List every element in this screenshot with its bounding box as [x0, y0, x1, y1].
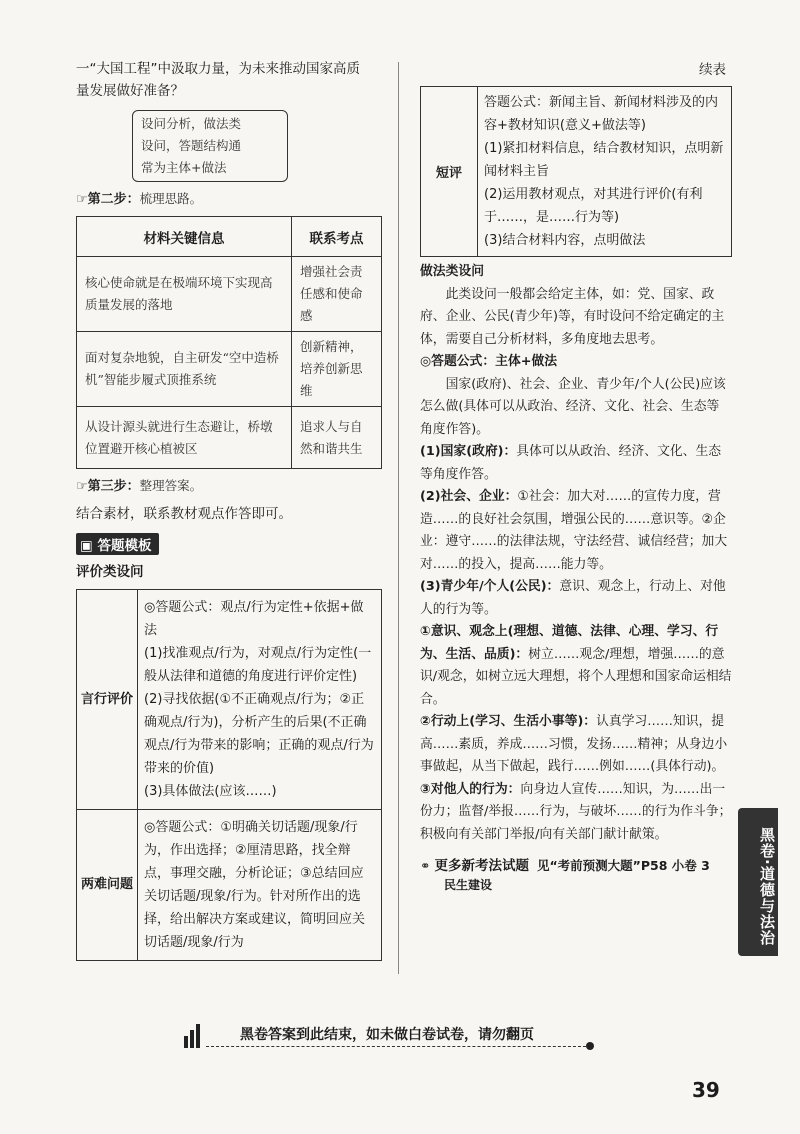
content-line: (1)紧扣材料信息，结合教材知识，点明新闻材料主旨: [484, 141, 724, 179]
note-line: 设问分析，做法类: [141, 116, 242, 131]
link-icon: ⚭: [420, 858, 431, 873]
left-column: [76, 58, 382, 961]
content-line: (2)寻找依据(①不正确观点/行为；②正确观点/行为)，分析产生的后果(不正确观点/行为带来的影响；正确的观点/行为带来的价值): [144, 692, 374, 776]
more-title: 更多新考法试题: [434, 858, 529, 874]
eval-title: 评价类设问: [76, 564, 144, 580]
step-3-body: 结合素材，联系教材观点作答即可。: [76, 506, 292, 522]
sub-3: [420, 779, 732, 847]
intro-line-1: 一“大国工程”中汲取力量，为未来推动国家高质: [76, 61, 360, 77]
sub-1-text: 树立……观念/理想，增强……的意识/观念，如树立远大理想，将个人理想和国家命运相结合。: [420, 646, 732, 707]
row-label: 言行评价: [77, 590, 138, 810]
step-2: [76, 188, 382, 210]
footer-dash: [206, 1046, 586, 1047]
table-cell: 核心使命就是在极端环境下实现高质量发展的落地: [77, 257, 292, 332]
more-questions: [420, 854, 732, 893]
step-3: [76, 475, 382, 497]
sub-3-text: 向身边人宣传……知识，为……出一份力；监督/举报……行为，与破坏……的行为作斗争；积极向有关部门举报/向有关部门献计献策。: [420, 781, 732, 842]
content-line: ◎答题公式：①明确关切话题/现象/行为，作出选择；②厘清思路，找全辩点，事理交融，分析论证；③总结回应关切话题/现象/行为。针对所作出的选择，给出解决方案或建议，简明回应关切话题/现象/行为: [144, 820, 366, 950]
item-1-text: 具体可以从政治、经济、文化、生态等角度作答。: [420, 444, 722, 482]
pointer-icon: ☞: [76, 192, 88, 207]
table-cell: 增强社会责任感和使命感: [292, 257, 382, 332]
intro-line-2: 量发展做好准备？: [76, 83, 184, 99]
row-content: [138, 810, 382, 961]
key-info-table: [76, 216, 382, 469]
practice-intro: 此类设问一般都会给定主体，如：党、国家、政府、企业、公民(青少年)等，有时设问不给定确定的主体，需要自己分析材料，多角度地去思考。: [420, 286, 725, 347]
practice-section: [420, 261, 732, 846]
item-1-label: (1)国家(政府)：: [420, 444, 517, 459]
step-3-text: 整理答案。: [139, 478, 203, 493]
sub-1-label: ①意识、观念上(理想、道德、法律、心理、学习、行为、生活、品质)：: [420, 624, 719, 662]
practice-title: 做法类设问: [420, 264, 484, 279]
pointer-icon: ☞: [76, 479, 88, 494]
template-header: [76, 533, 382, 555]
sub-3-label: ③对他人的行为：: [420, 781, 521, 797]
content-line: (3)具体做法(应该……): [144, 784, 277, 799]
footer-text: 黑卷答案到此结束，如未做白卷试卷，请勿翻页: [240, 1027, 534, 1043]
item-1: [420, 441, 732, 486]
table-header: 联系考点: [292, 217, 382, 257]
note-line: 设问，答题结构通: [141, 138, 242, 153]
right-column: [420, 58, 732, 893]
content-line: (2)运用教材观点，对其进行评价(有利于……，是……行为等): [484, 187, 703, 225]
page-number: 39: [692, 1078, 720, 1102]
table-cell: 从设计源头就进行生态避让，桥墩位置避开核心植被区: [77, 407, 292, 469]
template-tag: [76, 533, 159, 555]
handwritten-note: [132, 110, 288, 182]
side-tab: 黑卷·道德与法治: [738, 808, 778, 956]
more-sub: 民生建设: [444, 878, 493, 892]
item-3-label: (3)青少年/个人(公民)：: [420, 579, 560, 594]
sub-1: [420, 621, 732, 711]
row-content: [138, 590, 382, 810]
content-line: (3)结合材料内容，点明做法: [484, 233, 646, 248]
step-3-label: 第三步：: [87, 479, 140, 494]
item-2-label: (2)社会、企业：: [420, 489, 518, 504]
para-1: 国家(政府)、社会、企业、青少年/个人(公民)应该怎么做(具体可以从政治、经济、文化、社会、生态等角度作答)。: [420, 376, 726, 437]
table-cell: 追求人与自然和谐共生: [292, 407, 382, 469]
formula: ◎答题公式：主体+做法: [420, 354, 558, 369]
content-line: (1)找准观点/行为，对观点/行为定性(一般从法律和道德的角度进行评价定性): [144, 646, 372, 684]
item-2: [420, 486, 732, 576]
table-cell: 创新精神，培养创新思维: [292, 332, 382, 407]
column-divider: [398, 62, 399, 974]
row-label: 短评: [421, 87, 478, 257]
table-header: 材料关键信息: [77, 217, 292, 257]
sub-2: [420, 711, 732, 779]
continued-label: 续表: [699, 62, 726, 78]
step-2-label: 第二步：: [87, 192, 140, 207]
more-ref: 见“考前预测大题”P58 小卷 3: [536, 858, 710, 873]
step-2-text: 梳理思路。: [139, 191, 203, 206]
table-cell: 面对复杂地貌，自主研发“空中造桥机”智能步履式顶推系统: [77, 332, 292, 407]
eval-table: [76, 589, 382, 961]
book-icon: ▣: [80, 538, 93, 554]
item-3-text: 意识、观念上，行动上、对他人的行为等。: [420, 579, 726, 617]
item-2-text: ①社会：加大对……的宣传力度，营造……的良好社会氛围，增强公民的……意识等。②企业：遵守……的法律法规，守法经营、诚信经营；加大对……的投入，提高……能力等。: [420, 489, 728, 572]
content-line: ◎答题公式：观点/行为定性+依据+做法: [144, 600, 364, 638]
note-line: 常为主体+做法: [141, 160, 227, 175]
row-content: [478, 87, 732, 257]
template-tag-text: 答题模板: [97, 538, 152, 554]
sub-2-label: ②行动上(学习、生活小事等)：: [420, 714, 597, 729]
item-3: [420, 576, 732, 621]
footer-dot: [586, 1042, 594, 1050]
sub-2-text: 认真学习……知识，提高……素质，养成……习惯，发扬……精神；从身边小事做起，从当下做起，践行……例如……(具体行动)。: [420, 714, 728, 774]
row-label: 两难问题: [77, 810, 138, 961]
short-review-table: [420, 86, 732, 257]
content-line: 答题公式：新闻主旨、新闻材料涉及的内容+教材知识(意义+做法等): [484, 95, 719, 133]
footer-bar: [150, 1020, 590, 1050]
